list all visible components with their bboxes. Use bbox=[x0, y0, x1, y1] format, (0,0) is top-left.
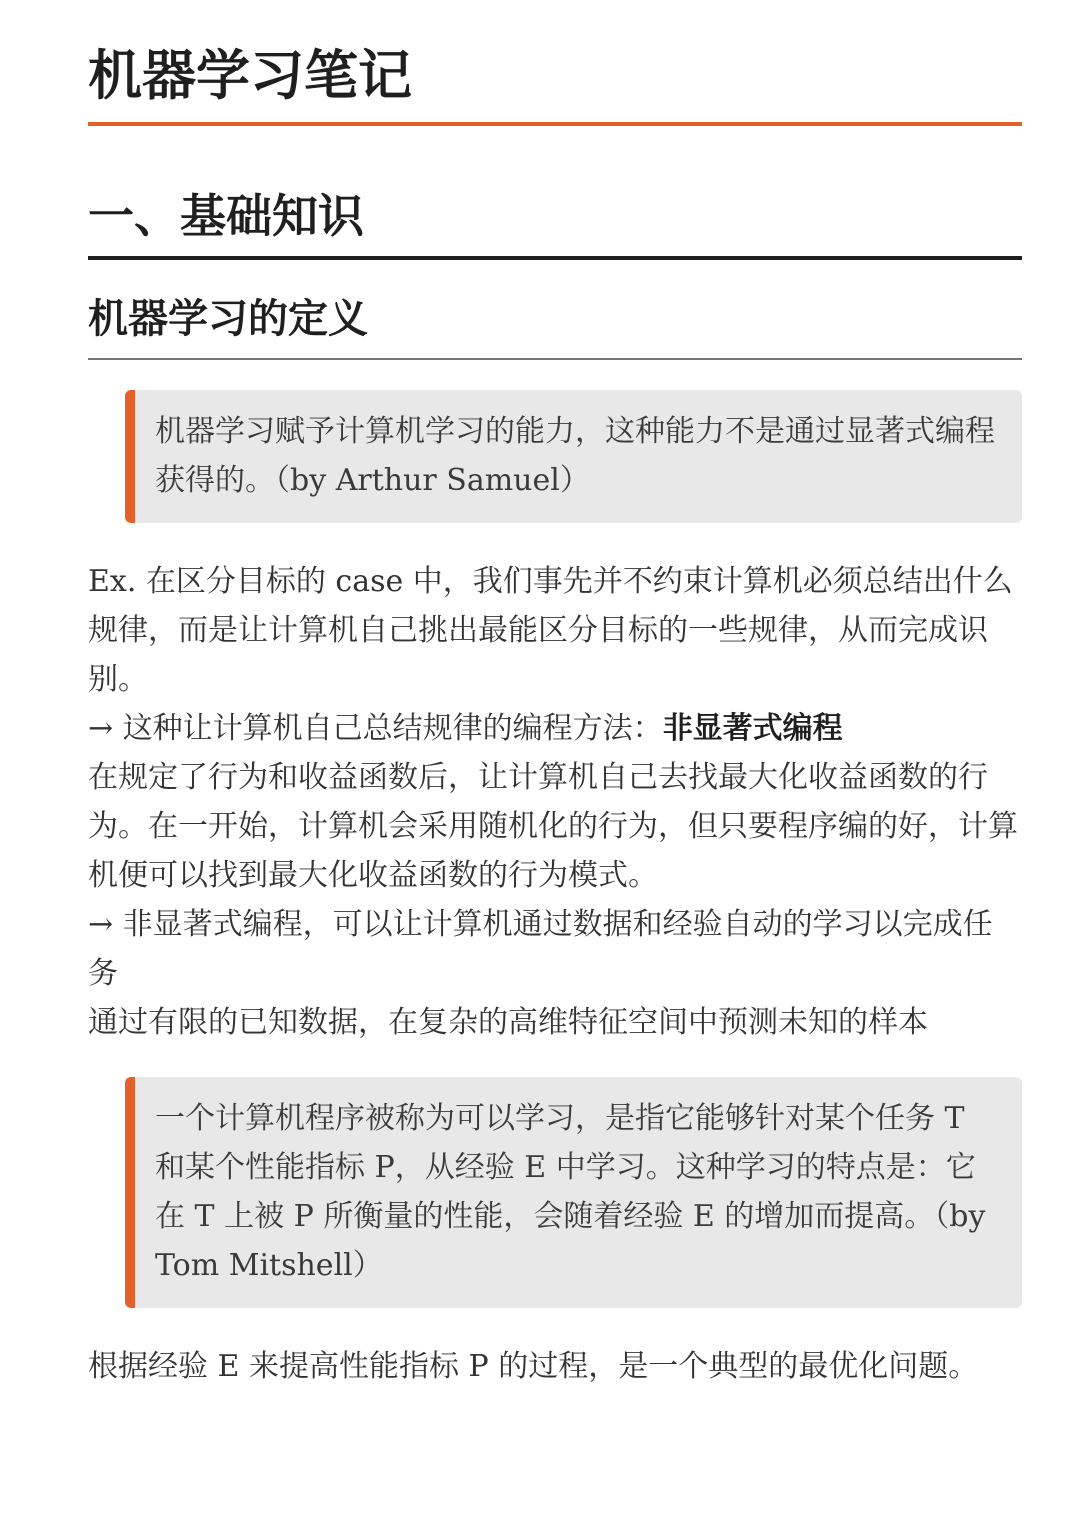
paragraph-reward-function: 在规定了行为和收益函数后，让计算机自己去找最大化收益函数的行为。在一开始，计算机会采用随机化的行为，但只要程序编的好，计算机便可以找到最大化收益函数的行为模式。 bbox=[88, 760, 1018, 893]
document-page bbox=[88, 0, 1022, 1391]
section-heading: 一、基础知识 bbox=[88, 180, 1022, 260]
blockquote-mitchell bbox=[125, 1077, 1022, 1308]
paragraph-prediction: 通过有限的已知数据，在复杂的高维特征空间中预测未知的样本 bbox=[88, 1005, 928, 1040]
paragraph-example: Ex. 在区分目标的 case 中，我们事先并不约束计算机必须总结出什么规律，而是让计算机自己挑出最能区分目标的一些规律，从而完成识别。 bbox=[88, 564, 1013, 697]
bold-term: 非显著式编程 bbox=[662, 711, 843, 746]
paragraph-auto-learning: → 非显著式编程，可以让计算机通过数据和经验自动的学习以完成任务 bbox=[88, 907, 993, 991]
subsection-heading: 机器学习的定义 bbox=[88, 284, 1022, 360]
blockquote-text: 一个计算机程序被称为可以学习，是指它能够针对某个任务 T 和某个性能指标 P，从经验 E 中学习。这种学习的特点是：它在 T 上被 P 所衡量的性能，会随着经验 E 的增加而提高。（by Tom Mitshell） bbox=[155, 1101, 986, 1283]
paragraph-implicit-programming bbox=[88, 704, 1022, 753]
document-title: 机器学习笔记 bbox=[88, 0, 1022, 126]
blockquote-text: 机器学习赋予计算机学习的能力，这种能力不是通过显著式编程获得的。（by Arthur Samuel） bbox=[155, 414, 995, 498]
paragraph-text: → 这种让计算机自己总结规律的编程方法： bbox=[88, 711, 663, 746]
paragraph-optimization: 根据经验 E 来提高性能指标 P 的过程，是一个典型的最优化问题。 bbox=[88, 1349, 979, 1384]
blockquote-samuel bbox=[125, 390, 1022, 523]
